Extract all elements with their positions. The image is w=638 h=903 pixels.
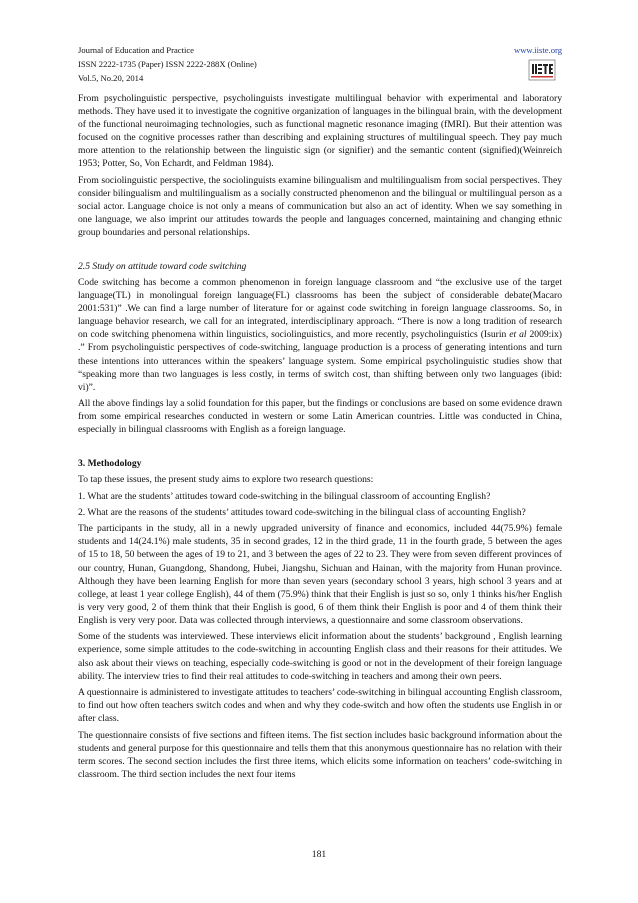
paragraph-psycholinguistic: From psycholinguistic perspective, psycholinguists investigate multilingual behavior with experimental and laboratory methods. They have used it to investigate the cognitive organization of languages in the bilingual brain, with the development of the functional neuroimaging technologies, such as functional magnetic resonance imaging (fMRI). But their attention was focused on the cognitive processes rather than describing and explaining structures of multilingual speech. They pay much more attention to the relationship between the linguistic sign (or signifier) and the semantic content (signified)(Weinreich 1953; Potter, So, Von Echardt, and Feldman 1984). [78,93,562,170]
citation-et-al: et al [509,329,527,341]
journal-name: Journal of Education and Practice [78,45,194,55]
issn-line: ISSN 2222-1735 (Paper) ISSN 2222-288X (Online) [78,59,257,69]
article-body [78,92,562,784]
paragraph-interviews: Some of the students was interviewed. These interviews elicit information about the students’ background , English learning experience, some simple attitudes to the code-switching in accounting English class and their reasons for their attitudes. We also ask about their views on teaching, especially code-switching is good or not in the development of their foreign language ability. The interview tries to find their real attitudes to code-switching in teachers and among their own peers. [78,631,562,682]
paragraph-sociolinguistic: From sociolinguistic perspective, the sociolinguists examine bilingualism and multilingualism from social perspectives. They consider bilingualism and multilingualism as a socially constructed phenomenon and the bilingual or multilingual person as a social actor. Language choice is not only a means of communication but also an act of identity. When we say something in one language, we also imprint our attitudes towards the people and languages concerned, maintaining and changing ethnic group boundaries and personal relationships. [78,174,562,239]
paragraph-research-aims: To tap these issues, the present study aims to explore two research questions: [78,474,374,486]
research-question-2: 2. What are the reasons of the students’ attitudes toward code-switching in the bilingual class of accounting English? [78,506,526,518]
paragraph-questionnaire-structure: The questionnaire consists of five sections and fifteen items. The fist section includes basic background information about the students and general purpose for this questionnaire and tells them that this anonymous questionnaire has no relation with their term scores. The second section includes the first three items, which elicits some information on teachers’ code-switching in classroom. The third section includes the next four items [78,729,562,780]
iiste-logo [528,59,556,81]
section-heading-2-5: 2.5 Study on attitude toward code switching [78,260,247,272]
paragraph-code-switching-part2: 2009:ix) .” From psycholinguistic perspectives of code-switching, language production is a process of generating intentions and turn these intentions into utterances within the speakers’ language system. Some empirical psycholinguistic studies show that “speaking more than two languages is less costly, in terms of switch cost, than shifting between only two languages (ibid: vi)”. [78,329,562,393]
page-number: 181 [311,849,327,860]
page-header [78,43,562,95]
paragraph-participants: The participants in the study, all in a newly upgraded university of finance and economics, included 44(75.9%) female students and 14(24.1%) male students, 35 in second grades, 12 in the third grade, 11 in the fourth grade, 5 between the ages of 15 to 18, 50 between the ages of 19 to 21, and 3 between the ages of 22 to 23. They were from seven different provinces of our country, Hunan, Guangdong, Shandong, Hubei, Jiangshu, Sichuan and Hainan, with the majority from Hunan province. Although they have been learning English for more than seven years (secondary school 3 years, high school 3 years and at college, at least 1 year college English), 44 of them (75.9%) think that their English is just so so, only 1 thinks his/her English is very very good, 2 of them think that their English is good, 6 of them think their English is poor and 4 of them think their English is very very poor. Data was collected through interviews, a questionnaire and some classroom observations. [78,523,562,626]
journal-url-link[interactable]: www.iiste.org [514,45,562,55]
paragraph-findings: All the above findings lay a solid foundation for this paper, but the findings or conclusions are based on some evidence drawn from some empirical researches conducted in western or some Latin American countries. Little was conducted in China, especially in bilingual classrooms with English as a foreign language. [78,398,562,436]
volume-line: Vol.5, No.20, 2014 [78,73,144,83]
paragraph-code-switching [78,276,562,394]
paragraph-code-switching-part1: Code switching has become a common phenomenon in foreign language classroom and “the exclusive use of the target language(TL) in monolingual foreign language(FL) classrooms has been the subject of considerable debate(Macaro 2001:531)” .We can find a large number of literature for or against code switching in foreign language classrooms. So, in language behavior research, we call for an integrated, interdisciplinary approach. “There is now a long tradition of research on code switching phenomena within linguistics, sociolinguistics, and more recently, psycholinguistics (Isurin [78,277,562,341]
research-question-1: 1. What are the students’ attitudes toward code-switching in the bilingual classroom of accounting English? [78,490,491,502]
section-heading-methodology: 3. Methodology [78,457,142,469]
paragraph-questionnaire-purpose: A questionnaire is administered to investigate attitudes to teachers’ code-switching in bilingual accounting English classroom, to find out how often teachers switch codes and when and why they code-switch and how often the students use English in or after class. [78,687,562,725]
